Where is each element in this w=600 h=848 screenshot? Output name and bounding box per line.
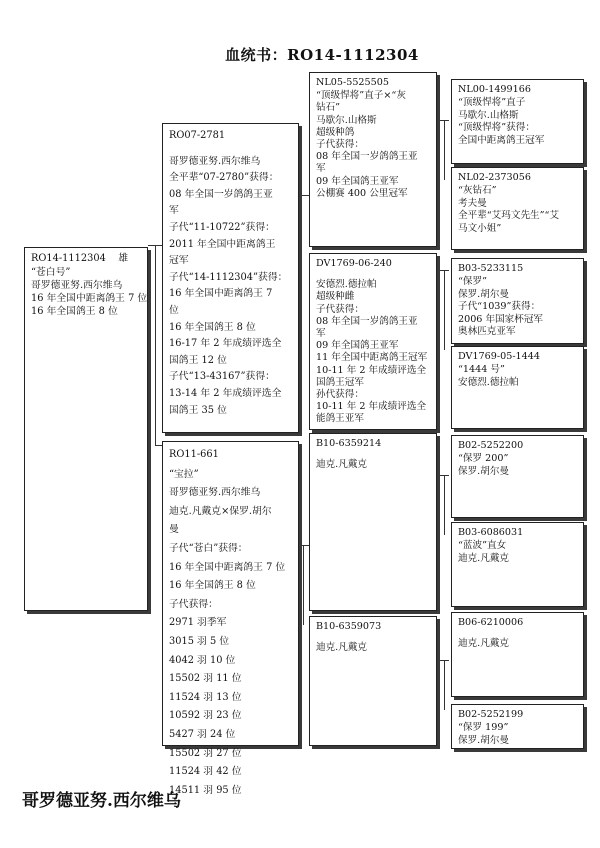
pedigree-text-line: 军	[316, 163, 326, 175]
pedigree-box-dam	[162, 441, 299, 796]
pedigree-text-line: 哥罗德亚努.西尔维乌	[31, 280, 123, 291]
pedigree-text-line: 超级种雌	[316, 291, 355, 303]
pedigree-text-line: 16 年全国中距离鸽王 7	[169, 288, 273, 300]
connector-line	[437, 270, 449, 271]
connector-line	[444, 120, 445, 180]
pedigree-text-line: 国鸽王 12 位	[169, 354, 227, 366]
pedigree-text-line: 国鸽王冠军	[316, 376, 364, 388]
pedigree-text-line: 16 年全国鸽王 8 位	[169, 580, 256, 592]
pedigree-text-line: 全国中距离鸽王冠军	[458, 134, 545, 146]
pedigree-text-line: 保罗.胡尔曼	[458, 288, 510, 300]
connector-line	[300, 195, 309, 196]
pedigree-text-line: 13-14 年 2 年成绩评选全	[169, 387, 282, 399]
pedigree-text-line: 子代“苍白”获得：	[169, 542, 248, 554]
pedigree-text-line: 08 年全国一岁鸽鸽王亚	[316, 315, 418, 327]
pedigree-box-sire-sire	[309, 72, 437, 247]
pedigree-text-line: 08 年全国一岁鸽鸽王亚	[169, 188, 273, 200]
connector-line	[155, 245, 156, 445]
pedigree-text-line: 11524 羽 13 位	[169, 691, 242, 703]
ring-number: B10-6359214	[316, 438, 382, 449]
pedigree-text-line: 3015 羽 5 位	[169, 635, 230, 647]
pedigree-text-line: “顶级悍将”直子	[458, 97, 526, 109]
pedigree-text-line: “苍白号”	[31, 267, 71, 278]
pedigree-box-dam-sire	[309, 433, 437, 611]
pedigree-box-sire	[162, 123, 299, 433]
pedigree-box-ggp-3	[451, 258, 584, 344]
pedigree-box-ggp-4	[451, 346, 584, 429]
pedigree-text-line: 子代获得：	[316, 139, 364, 151]
pedigree-text-line: 10-11 年 2 年成绩评选全	[316, 401, 427, 413]
pedigree-text-line: 考夫曼	[458, 197, 487, 209]
pedigree-text-line: 子代“14-1112304”获得：	[169, 271, 288, 283]
pedigree-text-line: 冠军	[169, 255, 189, 267]
pedigree-text-line: “保罗”	[458, 276, 487, 288]
pedigree-text-line: 子代获得：	[169, 598, 218, 610]
pedigree-text-line: “宝拉”	[169, 468, 199, 480]
connector-line	[437, 120, 449, 121]
spacer	[316, 634, 430, 642]
ring-number: B03-5233115	[458, 263, 524, 274]
pedigree-box-subject	[24, 247, 148, 611]
pedigree-text-line: 15502 羽 27 位	[169, 747, 242, 759]
pedigree-text-line: 10-11 年 2 年成绩评选全	[316, 364, 427, 376]
connector-line	[444, 660, 445, 710]
spacer	[316, 451, 430, 459]
pedigree-text-line: 2006 年国家杯冠军	[458, 313, 544, 325]
pedigree-text-line: “灰钻石”	[458, 185, 497, 197]
pedigree-text-line: 11524 羽 42 位	[169, 766, 242, 778]
ring-number: RO07-2781	[169, 130, 226, 141]
ring-number: DV1769-05-1444	[458, 351, 540, 362]
pedigree-text-line: 16 年全国鸽王 8 位	[31, 306, 118, 317]
pedigree-text-line: 14511 羽 95 位	[169, 784, 242, 796]
pedigree-text-line: 16-17 年 2 年成绩评选全	[169, 338, 282, 350]
pedigree-text-line: 全平辈“艾玛文先生”“艾	[458, 210, 560, 222]
ring-number: B06-6210006	[458, 617, 524, 628]
ring-number: B10-6359073	[316, 621, 382, 632]
pedigree-text-line: 哥罗德亚努.西尔维乌	[169, 155, 261, 167]
ring-number: B02-5252200	[458, 440, 524, 451]
pedigree-text-line: 曼	[169, 524, 179, 536]
pedigree-box-ggp-5	[451, 435, 584, 518]
connector-line	[155, 445, 162, 446]
pedigree-text-line: 全平辈“07-2780”获得：	[169, 172, 279, 184]
pedigree-text-line: 保罗.胡尔曼	[458, 465, 510, 477]
pedigree-text-line: 16 年全国鸽王 8 位	[169, 321, 256, 333]
connector-line	[437, 660, 449, 661]
ring-number: NL00-1499166	[458, 84, 531, 95]
pedigree-text-line: 军	[316, 328, 326, 340]
pedigree-text-line: 迪克.凡戴克×保罗.胡尔	[169, 505, 272, 517]
pedigree-text-line: 09 年全国鸽王亚军	[316, 340, 399, 352]
pedigree-text-line: “保罗 200”	[458, 453, 509, 465]
pedigree-text-line: 15502 羽 11 位	[169, 673, 242, 685]
pedigree-box-ggp-6	[451, 522, 584, 607]
pedigree-text-line: “蓝波”直女	[458, 540, 507, 552]
connector-line	[444, 270, 445, 350]
pedigree-text-line: 能鸽王亚军	[316, 413, 364, 425]
pedigree-box-ggp-8	[451, 704, 584, 749]
pedigree-text-line: 迪克.凡戴克	[458, 552, 510, 564]
ring-number: B03-6086031	[458, 527, 524, 538]
ring-number: NL02-2373056	[458, 172, 531, 183]
pedigree-text-line: 国鸽王 35 位	[169, 404, 227, 416]
pedigree-text-line: 奥林匹克亚军	[458, 326, 516, 338]
pedigree-text-line: 08 年全国一岁鸽鸽王亚	[316, 151, 418, 163]
pedigree-text-line: 迪克.凡戴克	[316, 459, 368, 471]
pedigree-text-line: 钻石”	[316, 102, 341, 114]
pedigree-text-line: 迪克.凡戴克	[316, 642, 368, 654]
pedigree-box-ggp-7	[451, 612, 584, 697]
ring-number: DV1769-06-240	[316, 258, 392, 269]
pedigree-text-line: 子代“13-43167”获得：	[169, 371, 275, 383]
connector-line	[444, 475, 445, 535]
pedigree-box-ggp-2	[451, 167, 584, 250]
pedigree-text-line: 军	[169, 205, 179, 217]
pedigree-text-line: 2011 年全国中距离鸽王	[169, 238, 276, 250]
pedigree-text-line: 4042 羽 10 位	[169, 654, 236, 666]
ring-number: NL05-5525505	[316, 77, 389, 88]
pedigree-text-line: 10592 羽 23 位	[169, 710, 242, 722]
breeder-name: 哥罗德亚努.西尔维乌	[22, 791, 181, 811]
pedigree-text-line: 马文小姐”	[458, 222, 502, 234]
spacer	[169, 146, 292, 154]
pedigree-box-dam-dam	[309, 616, 437, 746]
ring-number: RO14-1112304 雄	[31, 253, 129, 264]
connector-line	[437, 475, 449, 476]
pedigree-text-line: 迪克.凡戴克	[458, 638, 510, 650]
pedigree-text-line: 子代获得：	[316, 303, 364, 315]
pedigree-text-line: 子代“11-10722”获得：	[169, 221, 275, 233]
pedigree-text-line: “顶级悍将”直子×“灰	[316, 90, 406, 102]
pedigree-text-line: 11 年全国中距离鸽王冠军	[316, 352, 428, 364]
pedigree-text-line: 马歇尔.山格斯	[316, 114, 377, 126]
pedigree-text-line: 马歇尔.山格斯	[458, 109, 519, 121]
pedigree-text-line: 2971 羽季军	[169, 617, 227, 629]
pedigree-text-line: “保罗 199”	[458, 722, 509, 734]
pedigree-text-line: 安德烈.德拉帕	[316, 279, 377, 291]
pedigree-text-line: “顶级悍将”获得：	[458, 122, 535, 134]
connector-line	[303, 545, 304, 625]
pedigree-text-line: “1444 号”	[458, 364, 505, 376]
pedigree-text-line: 09 年全国鸽王亚军	[316, 175, 399, 187]
pedigree-text-line: 保罗.胡尔曼	[458, 734, 510, 746]
pedigree-text-line: 哥罗德亚努.西尔维乌	[169, 487, 261, 499]
ring-number: B02-5252199	[458, 709, 524, 720]
document-title: 血统书：RO14-1112304	[225, 46, 419, 64]
ring-number: RO11-661	[169, 449, 219, 460]
pedigree-text-line: 16 年全国中距离鸽王 7 位	[169, 561, 286, 573]
pedigree-text-line: 子代“1039”获得：	[458, 301, 541, 313]
pedigree-text-line: 公棚赛 400 公里冠军	[316, 187, 408, 199]
pedigree-text-line: 16 年全国中距离鸽王 7 位	[31, 293, 148, 304]
pedigree-text-line: 安德烈.德拉帕	[458, 376, 519, 388]
pedigree-text-line: 孙代获得：	[316, 389, 364, 401]
pedigree-text-line: 5427 羽 24 位	[169, 728, 236, 740]
pedigree-text-line: 位	[169, 304, 179, 316]
spacer	[316, 271, 430, 279]
pedigree-box-ggp-1	[451, 79, 584, 164]
pedigree-box-sire-dam	[309, 253, 437, 430]
connector-line	[300, 545, 309, 546]
pedigree-text-line: 超级种鸽	[316, 126, 355, 138]
